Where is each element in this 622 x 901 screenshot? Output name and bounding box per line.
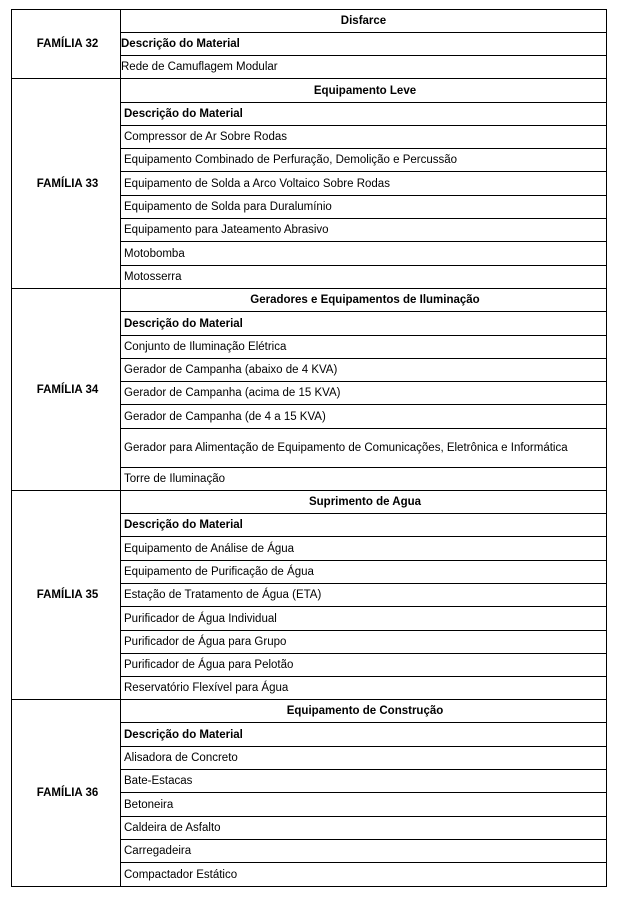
- column-header: Descrição do Material: [121, 33, 607, 56]
- material-item: Equipamento de Purificação de Água: [121, 561, 607, 584]
- family-title: Geradores e Equipamentos de Iluminação: [121, 289, 607, 312]
- family-34-block: [12, 289, 607, 491]
- material-item: Gerador de Campanha (acima de 15 KVA): [121, 382, 607, 405]
- material-item: Gerador para Alimentação de Equipamento de Comunicações, Eletrônica e Informática: [121, 429, 607, 468]
- material-item: Equipamento de Análise de Água: [121, 537, 607, 561]
- material-item: Equipamento para Jateamento Abrasivo: [121, 219, 607, 242]
- material-item: Purificador de Água para Pelotão: [121, 654, 607, 677]
- family-title: Suprimento de Agua: [121, 491, 607, 514]
- family-title: Equipamento de Construção: [121, 700, 607, 723]
- material-item: Gerador de Campanha (abaixo de 4 KVA): [121, 359, 607, 382]
- family-35-block: [12, 491, 607, 700]
- column-header: Descrição do Material: [121, 312, 607, 336]
- column-header: Descrição do Material: [121, 723, 607, 747]
- family-title: Equipamento Leve: [121, 79, 607, 103]
- family-label: FAMÍLIA 35: [12, 491, 121, 700]
- material-item: Gerador de Campanha (de 4 a 15 KVA): [121, 405, 607, 429]
- material-item: Equipamento Combinado de Perfuração, Demolição e Percussão: [121, 149, 607, 172]
- column-header: Descrição do Material: [121, 103, 607, 126]
- column-header: Descrição do Material: [121, 514, 607, 537]
- material-item: Estação de Tratamento de Água (ETA): [121, 584, 607, 607]
- family-label: FAMÍLIA 34: [12, 289, 121, 491]
- material-item: Alisadora de Concreto: [121, 747, 607, 770]
- material-item: Compressor de Ar Sobre Rodas: [121, 126, 607, 149]
- family-label: FAMÍLIA 36: [12, 700, 121, 887]
- material-item: Motosserra: [121, 266, 607, 289]
- family-33-block: [12, 79, 607, 289]
- family-36-block: [12, 700, 607, 887]
- material-item: Compactador Estático: [121, 863, 607, 887]
- material-item: Purificador de Água para Grupo: [121, 631, 607, 654]
- material-item: Betoneira: [121, 793, 607, 817]
- family-label: FAMÍLIA 33: [12, 79, 121, 289]
- material-item: Purificador de Água Individual: [121, 607, 607, 631]
- material-item: Caldeira de Asfalto: [121, 817, 607, 840]
- family-32-block: [12, 10, 607, 79]
- material-item: Reservatório Flexível para Água: [121, 677, 607, 700]
- equipment-families-table: [11, 9, 607, 887]
- family-label: FAMÍLIA 32: [12, 10, 121, 79]
- material-item: Equipamento de Solda para Duralumínio: [121, 196, 607, 219]
- family-title: Disfarce: [121, 10, 607, 33]
- material-item: Carregadeira: [121, 840, 607, 863]
- material-item: Bate-Estacas: [121, 770, 607, 793]
- material-item: Torre de Iluminação: [121, 468, 607, 491]
- material-item: Rede de Camuflagem Modular: [121, 56, 607, 79]
- material-item: Conjunto de Iluminação Elétrica: [121, 336, 607, 359]
- material-item: Motobomba: [121, 242, 607, 266]
- material-item: Equipamento de Solda a Arco Voltaico Sobre Rodas: [121, 172, 607, 196]
